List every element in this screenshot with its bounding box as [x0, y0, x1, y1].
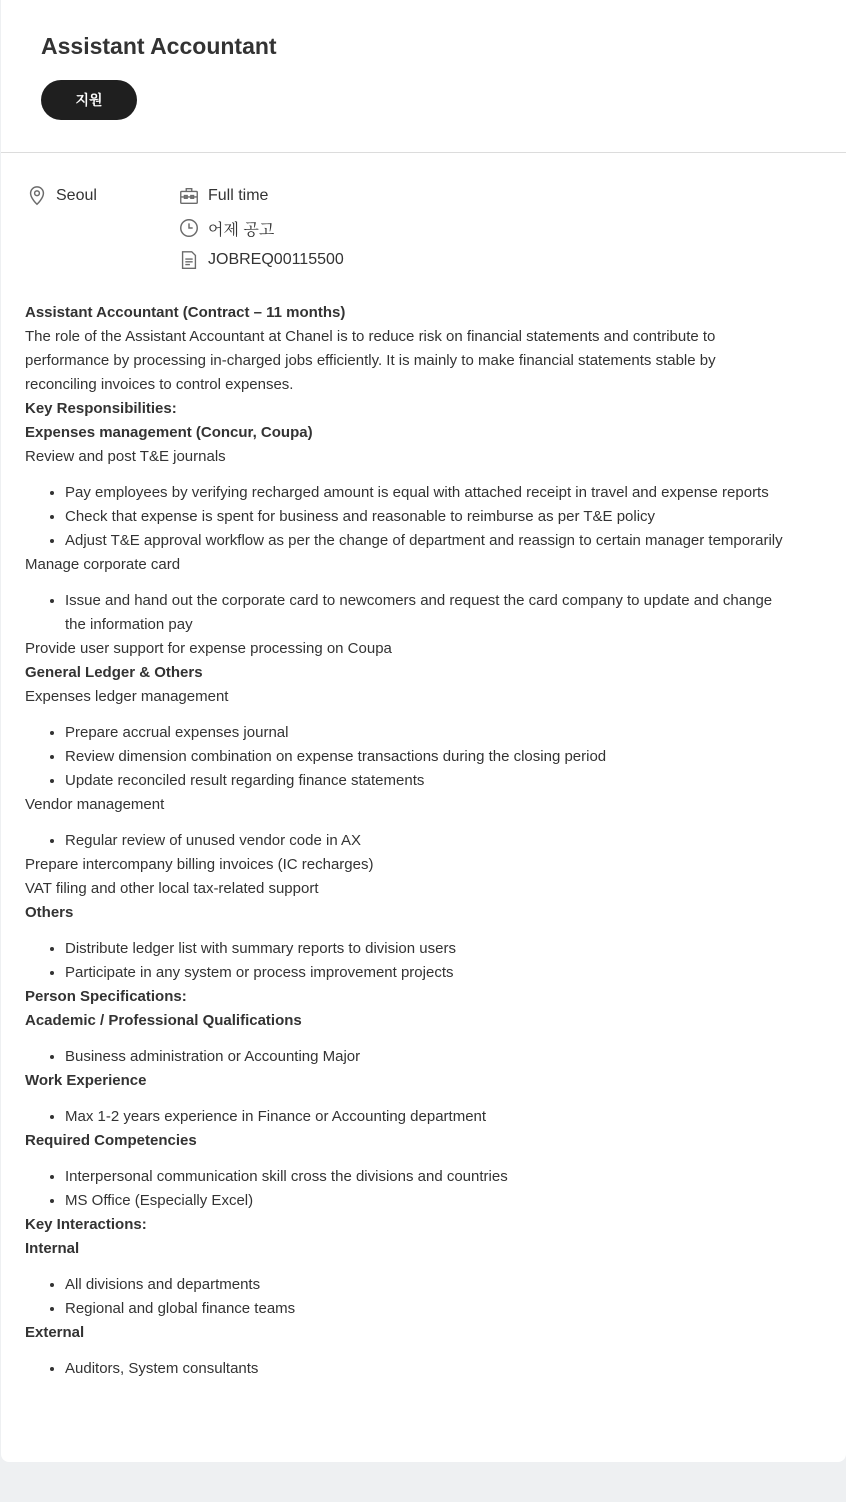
location-item	[26, 182, 97, 210]
bullet-item: • Regional and global finance teams	[65, 1297, 785, 1321]
employment-type-item	[178, 182, 268, 210]
bullet-item: • Max 1-2 years experience in Finance or Accounting department	[65, 1105, 785, 1129]
posted-text: 어제 공고	[208, 221, 275, 239]
section-heading: Work Experience	[25, 1072, 147, 1089]
paragraph: Review and post T&E journals	[25, 448, 226, 465]
bullet-item: • Update reconciled result regarding finance statements	[65, 769, 785, 793]
paragraph: Prepare intercompany billing invoices (IC recharges)	[25, 856, 374, 873]
bullet-list	[25, 481, 785, 553]
section-heading: General Ledger & Others	[25, 664, 203, 681]
section-heading: Expenses management (Concur, Coupa)	[25, 424, 313, 441]
job-description	[25, 301, 785, 1381]
paragraph: VAT filing and other local tax-related support	[25, 880, 319, 897]
bullet-item: • Interpersonal communication skill cross the divisions and countries	[65, 1165, 785, 1189]
bullet-item: • Review dimension combination on expense transactions during the closing period	[65, 745, 785, 769]
paragraph: Manage corporate card	[25, 556, 181, 573]
bullet-list	[25, 1105, 785, 1129]
bullet-list	[25, 829, 785, 853]
paragraph: Provide user support for expense processing on Coupa	[25, 640, 392, 657]
bullet-list	[25, 937, 785, 985]
paragraph: Expenses ledger management	[25, 688, 229, 705]
bullet-item: • All divisions and departments	[65, 1273, 785, 1297]
section-heading: Assistant Accountant (Contract – 11 months)	[25, 304, 346, 321]
section-heading: Academic / Professional Qualifications	[25, 1012, 302, 1029]
bullet-item: • Adjust T&E approval workflow as per the change of department and reassign to certain manager temporarily	[65, 529, 785, 553]
bullet-list	[25, 1357, 785, 1381]
bullet-item: • Auditors, System consultants	[65, 1357, 785, 1381]
apply-button[interactable]: 지원	[41, 80, 137, 120]
section-heading: Required Competencies	[25, 1132, 197, 1149]
briefcase-icon	[178, 185, 200, 207]
bullet-item: • Issue and hand out the corporate card to newcomers and request the card company to update and change the information pay	[65, 589, 785, 637]
bullet-list	[25, 1165, 785, 1213]
bullet-item: • Regular review of unused vendor code in AX	[65, 829, 785, 853]
bullet-list	[25, 1273, 785, 1321]
section-heading: Others	[25, 904, 74, 921]
bullet-item: • Prepare accrual expenses journal	[65, 721, 785, 745]
paragraph: Vendor management	[25, 796, 165, 813]
req-id-text: JOBREQ00115500	[208, 251, 344, 268]
bullet-list	[25, 589, 785, 637]
bullet-item: • Pay employees by verifying recharged amount is equal with attached receipt in travel and expense reports	[65, 481, 785, 505]
bullet-item: • Distribute ledger list with summary reports to division users	[65, 937, 785, 961]
job-detail-card	[1, 0, 846, 1462]
section-heading: Key Responsibilities:	[25, 400, 177, 417]
posted-item	[178, 214, 274, 242]
location-pin-icon	[26, 185, 48, 207]
document-icon	[178, 249, 200, 271]
clock-icon	[178, 217, 200, 239]
bullet-item: • Business administration or Accounting Major	[65, 1045, 785, 1069]
location-text: Seoul	[56, 187, 97, 204]
req-id-item	[178, 246, 344, 274]
job-title: Assistant Accountant	[41, 33, 277, 59]
job-header	[1, 0, 846, 153]
section-heading: Key Interactions:	[25, 1216, 147, 1233]
bullet-item: • Check that expense is spent for business and reasonable to reimburse as per T&E policy	[65, 505, 785, 529]
bullet-item: • Participate in any system or process improvement projects	[65, 961, 785, 985]
job-meta	[1, 182, 846, 282]
bullet-list	[25, 1045, 785, 1069]
bullet-item: • MS Office (Especially Excel)	[65, 1189, 785, 1213]
section-heading: Internal	[25, 1240, 80, 1257]
employment-type-text: Full time	[208, 187, 269, 204]
bullet-list	[25, 721, 785, 793]
paragraph: The role of the Assistant Accountant at Chanel is to reduce risk on financial statements and contribute to performance by processing in-charged jobs efficiently. It is mainly to make financial statements stable by reconciling invoices to control expenses.	[25, 328, 716, 393]
section-heading: External	[25, 1324, 85, 1341]
section-heading: Person Specifications:	[25, 988, 187, 1005]
